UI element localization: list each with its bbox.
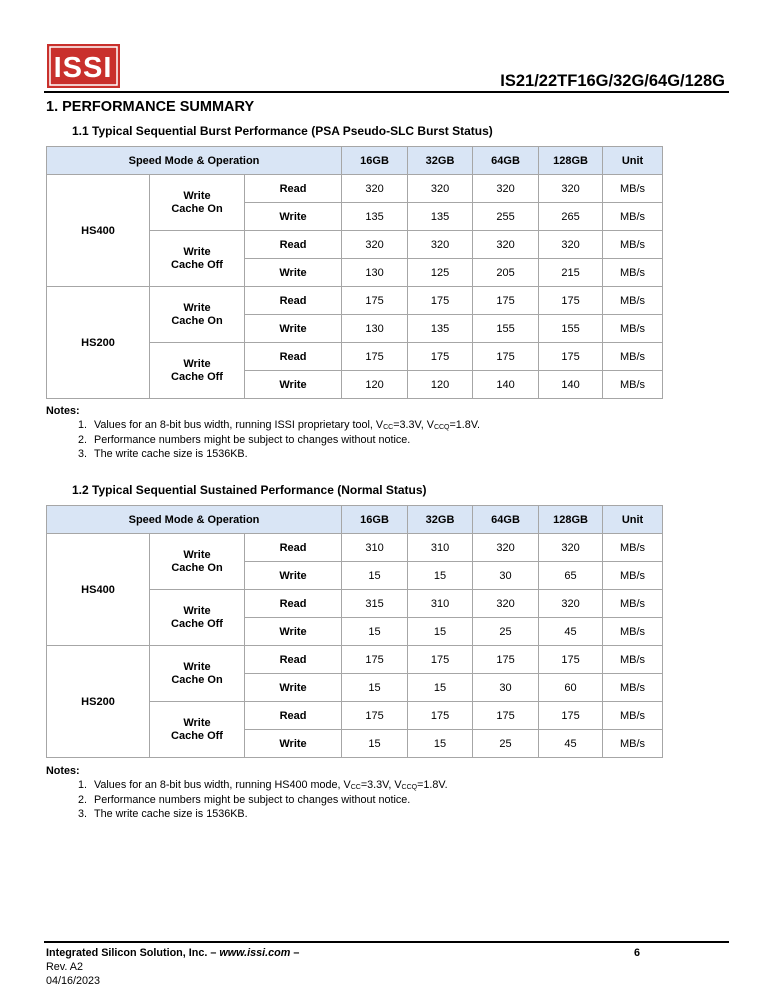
cache-label-line2: Cache On (171, 202, 223, 215)
value-cell: 130 (342, 259, 408, 287)
value-cell: 120 (342, 371, 408, 399)
value-cell: 140 (539, 371, 603, 399)
value-cell: 15 (408, 674, 473, 702)
value-cell: 175 (342, 646, 408, 674)
cache-label-line1: Write (183, 716, 211, 729)
burst-performance-table (46, 146, 663, 399)
value-cell: 15 (342, 562, 408, 590)
notes-heading: Notes: (46, 765, 80, 777)
value-cell: 320 (539, 590, 603, 618)
issi-logo (47, 44, 120, 88)
cache-mode-cell (150, 175, 245, 231)
cache-mode-cell (150, 646, 245, 702)
footer-company: Integrated Silicon Solution, Inc. – www.issi.com – (46, 947, 300, 959)
value-cell: 320 (473, 534, 539, 562)
column-header: Unit (603, 147, 663, 175)
column-header: Speed Mode & Operation (47, 506, 342, 534)
speed-mode-cell: HS400 (47, 175, 150, 287)
value-cell: 25 (473, 618, 539, 646)
unit-cell: MB/s (603, 231, 663, 259)
value-cell: 320 (342, 231, 408, 259)
speed-mode-cell: HS200 (47, 646, 150, 758)
value-cell: 175 (473, 646, 539, 674)
sustained-performance-table (46, 505, 663, 758)
value-cell: 15 (342, 674, 408, 702)
unit-cell: MB/s (603, 534, 663, 562)
speed-mode-cell: HS200 (47, 287, 150, 399)
cache-mode-cell (150, 287, 245, 343)
value-cell: 310 (408, 534, 473, 562)
column-header: 16GB (342, 147, 408, 175)
column-header: 16GB (342, 506, 408, 534)
column-header: 32GB (408, 147, 473, 175)
note-item: 3. The write cache size is 1536KB. (90, 448, 480, 462)
value-cell: 320 (539, 231, 603, 259)
speed-mode-cell: HS400 (47, 534, 150, 646)
cache-label-line1: Write (183, 357, 211, 370)
unit-cell: MB/s (603, 618, 663, 646)
cache-label-line2: Cache Off (171, 258, 223, 271)
unit-cell: MB/s (603, 343, 663, 371)
value-cell: 320 (539, 175, 603, 203)
unit-cell: MB/s (603, 562, 663, 590)
header-row (47, 147, 663, 175)
value-cell: 265 (539, 203, 603, 231)
operation-cell: Read (245, 231, 342, 259)
unit-cell: MB/s (603, 175, 663, 203)
operation-cell: Write (245, 562, 342, 590)
note-item: 1. Values for an 8-bit bus width, running HS400 mode, $V_{CC}=3.3V$, $V_{CCQ}=1.8V$. (90, 779, 448, 795)
unit-cell: MB/s (603, 674, 663, 702)
value-cell: 45 (539, 618, 603, 646)
note-item: 2. Performance numbers might be subject to changes without notice. (90, 434, 480, 448)
cache-label-line1: Write (183, 548, 211, 561)
operation-cell: Write (245, 203, 342, 231)
unit-cell: MB/s (603, 203, 663, 231)
value-cell: 175 (408, 646, 473, 674)
operation-cell: Read (245, 590, 342, 618)
cache-label-line1: Write (183, 245, 211, 258)
column-header: 64GB (473, 147, 539, 175)
value-cell: 175 (342, 343, 408, 371)
value-cell: 130 (342, 315, 408, 343)
column-header: 128GB (539, 506, 603, 534)
cache-label-line1: Write (183, 604, 211, 617)
value-cell: 320 (473, 175, 539, 203)
operation-cell: Write (245, 730, 342, 758)
cache-mode-cell (150, 231, 245, 287)
value-cell: 65 (539, 562, 603, 590)
table-row (47, 287, 663, 315)
unit-cell: MB/s (603, 315, 663, 343)
operation-cell: Write (245, 315, 342, 343)
value-cell: 135 (342, 203, 408, 231)
notes-heading: Notes: (46, 405, 80, 417)
header-row (47, 506, 663, 534)
section-title: 1. PERFORMANCE SUMMARY (46, 99, 255, 115)
cache-label-line1: Write (183, 660, 211, 673)
table1-notes (46, 405, 480, 461)
value-cell: 175 (342, 287, 408, 315)
value-cell: 205 (473, 259, 539, 287)
cache-label-line1: Write (183, 189, 211, 202)
note-item: 2. Performance numbers might be subject to changes without notice. (90, 794, 448, 808)
value-cell: 15 (342, 730, 408, 758)
cache-label-line1: Write (183, 301, 211, 314)
unit-cell: MB/s (603, 702, 663, 730)
unit-cell: MB/s (603, 287, 663, 315)
unit-cell: MB/s (603, 590, 663, 618)
operation-cell: Write (245, 674, 342, 702)
document-title: IS21/22TF16G/32G/64G/128G (500, 72, 725, 90)
value-cell: 120 (408, 371, 473, 399)
operation-cell: Read (245, 646, 342, 674)
value-cell: 175 (408, 287, 473, 315)
value-cell: 175 (473, 702, 539, 730)
column-header: 128GB (539, 147, 603, 175)
column-header: Unit (603, 506, 663, 534)
operation-cell: Read (245, 534, 342, 562)
value-cell: 45 (539, 730, 603, 758)
value-cell: 175 (408, 702, 473, 730)
value-cell: 135 (408, 203, 473, 231)
cache-mode-cell (150, 534, 245, 590)
value-cell: 310 (408, 590, 473, 618)
cache-label-line2: Cache On (171, 673, 223, 686)
cache-label-line2: Cache On (171, 561, 223, 574)
operation-cell: Read (245, 175, 342, 203)
cache-label-line2: Cache Off (171, 729, 223, 742)
value-cell: 140 (473, 371, 539, 399)
value-cell: 125 (408, 259, 473, 287)
column-header: Speed Mode & Operation (47, 147, 342, 175)
unit-cell: MB/s (603, 646, 663, 674)
table2-title: 1.2 Typical Sequential Sustained Performance (Normal Status) (72, 483, 427, 497)
column-header: 32GB (408, 506, 473, 534)
value-cell: 320 (408, 231, 473, 259)
table-row (47, 534, 663, 562)
value-cell: 175 (408, 343, 473, 371)
unit-cell: MB/s (603, 371, 663, 399)
value-cell: 255 (473, 203, 539, 231)
value-cell: 320 (473, 590, 539, 618)
cache-mode-cell (150, 343, 245, 399)
table2-notes (46, 765, 448, 821)
value-cell: 175 (473, 287, 539, 315)
value-cell: 310 (342, 534, 408, 562)
footer-divider (44, 941, 729, 943)
value-cell: 155 (539, 315, 603, 343)
value-cell: 30 (473, 562, 539, 590)
operation-cell: Read (245, 287, 342, 315)
value-cell: 175 (539, 287, 603, 315)
value-cell: 175 (539, 702, 603, 730)
value-cell: 175 (539, 343, 603, 371)
value-cell: 60 (539, 674, 603, 702)
value-cell: 25 (473, 730, 539, 758)
value-cell: 175 (473, 343, 539, 371)
unit-cell: MB/s (603, 730, 663, 758)
cache-label-line2: Cache Off (171, 370, 223, 383)
value-cell: 175 (539, 646, 603, 674)
logo-text: ISSI (53, 52, 113, 84)
header-divider (44, 91, 729, 93)
value-cell: 320 (473, 231, 539, 259)
operation-cell: Write (245, 371, 342, 399)
table-row (47, 175, 663, 203)
table1-title: 1.1 Typical Sequential Burst Performance (PSA Pseudo-SLC Burst Status) (72, 124, 493, 138)
unit-cell: MB/s (603, 259, 663, 287)
value-cell: 315 (342, 590, 408, 618)
table-row (47, 646, 663, 674)
value-cell: 135 (408, 315, 473, 343)
value-cell: 30 (473, 674, 539, 702)
value-cell: 15 (408, 730, 473, 758)
value-cell: 320 (539, 534, 603, 562)
cache-label-line2: Cache Off (171, 617, 223, 630)
revision: Rev. A2 (46, 961, 84, 973)
value-cell: 15 (408, 618, 473, 646)
page-number: 6 (634, 947, 641, 959)
operation-cell: Write (245, 618, 342, 646)
date: 04/16/2023 (46, 975, 101, 987)
cache-mode-cell (150, 702, 245, 758)
column-header: 64GB (473, 506, 539, 534)
value-cell: 175 (342, 702, 408, 730)
operation-cell: Read (245, 702, 342, 730)
website-link[interactable]: www.issi.com (219, 947, 291, 959)
value-cell: 320 (408, 175, 473, 203)
note-item: 3. The write cache size is 1536KB. (90, 808, 448, 822)
operation-cell: Read (245, 343, 342, 371)
value-cell: 215 (539, 259, 603, 287)
cache-label-line2: Cache On (171, 314, 223, 327)
note-item: 1. Values for an 8-bit bus width, running ISSI proprietary tool, $V_{CC}=3.3V$, $V_{CCQ}=1.8V$. (90, 419, 480, 435)
value-cell: 15 (342, 618, 408, 646)
value-cell: 15 (408, 562, 473, 590)
operation-cell: Write (245, 259, 342, 287)
cache-mode-cell (150, 590, 245, 646)
value-cell: 320 (342, 175, 408, 203)
value-cell: 155 (473, 315, 539, 343)
